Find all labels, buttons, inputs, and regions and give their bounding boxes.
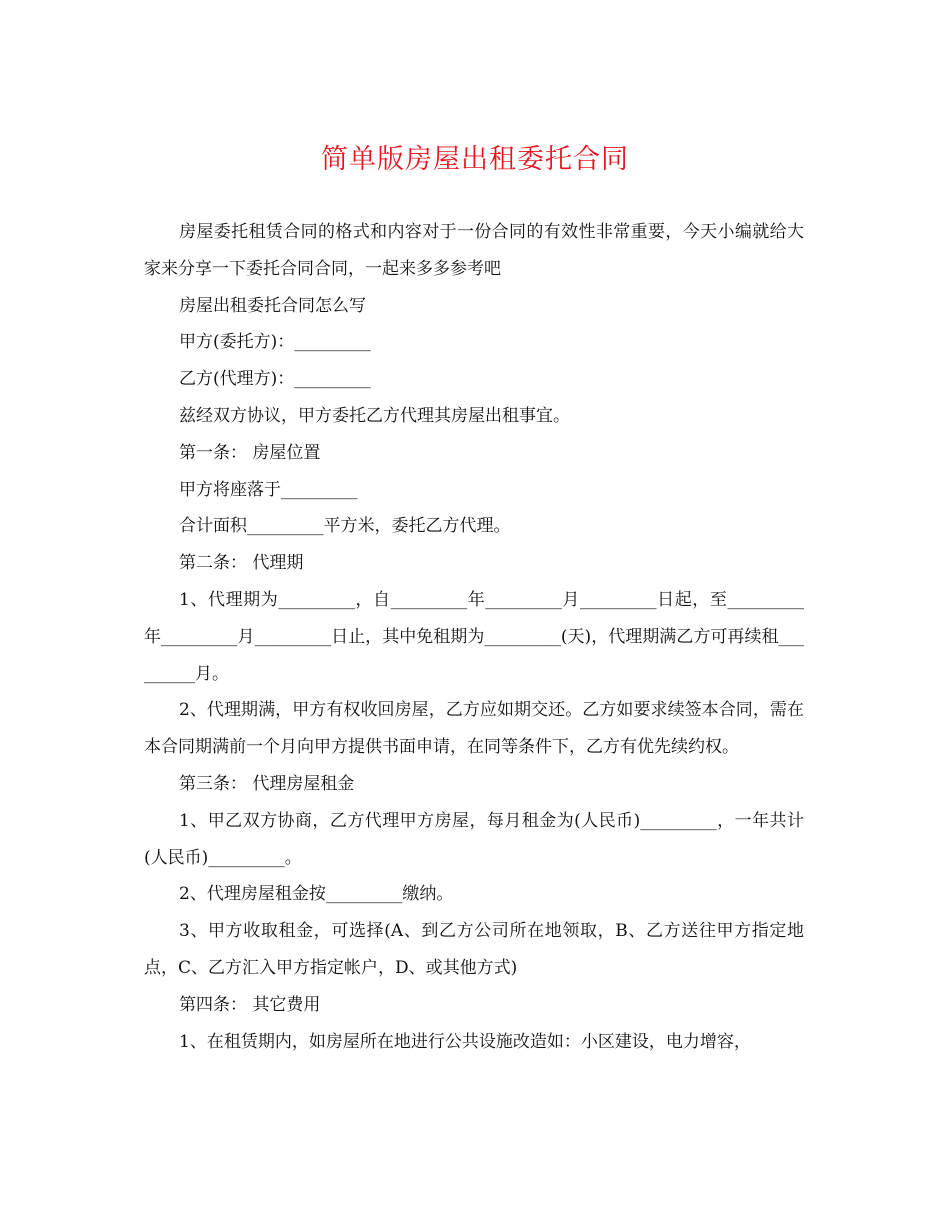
party-b-line: 乙方(代理方)：_________	[179, 369, 371, 390]
article-3-clause-3: 3、甲方收取租金，可选择(A、到乙方公司所在地领取，B、乙方送往甲方指定地点，C、乙方汇入甲方指定帐户，D、或其他方式)	[144, 921, 804, 978]
article-3-clause-1: 1、甲乙双方协商，乙方代理甲方房屋，每月租金为(人民币)_________，一年共计(人民币)_________。	[144, 810, 804, 868]
article-3-clause-2: 2、代理房屋租金按_________缴纳。	[179, 884, 454, 905]
article-2-heading: 第二条： 代理期	[179, 553, 304, 574]
article-1-location: 甲方将座落于_________	[179, 479, 358, 500]
article-3-heading: 第三条： 代理房屋租金	[179, 773, 355, 794]
article-4-heading: 第四条： 其它费用	[179, 994, 321, 1015]
article-1-heading: 第一条： 房屋位置	[179, 442, 321, 463]
intro-paragraph: 房屋委托租赁合同的格式和内容对于一份合同的有效性非常重要，今天小编就给大家来分享一下委托合同合同，一起来多多参考吧	[144, 222, 804, 279]
section-heading-how-to-write: 房屋出租委托合同怎么写	[179, 295, 366, 316]
party-a-line: 甲方(委托方)：_________	[179, 332, 371, 353]
agreement-statement: 兹经双方协议，甲方委托乙方代理其房屋出租事宜。	[179, 405, 570, 426]
article-2-clause-1: 1、代理期为_________，自_________年_________月_________日起，至_________年_________月_________日止，其中免租期为_________(天)，代理期满乙方可再续租_________月。	[144, 589, 804, 684]
document-title: 简单版房屋出租委托合同	[321, 144, 629, 175]
document-body	[144, 214, 804, 1060]
article-2-clause-2: 2、代理期满，甲方有权收回房屋，乙方应如期交还。乙方如要求续签本合同，需在本合同期满前一个月向甲方提供书面申请，在同等条件下，乙方有优先续约权。	[144, 700, 804, 758]
article-4-clause-1: 1、在租赁期内，如房屋所在地进行公共设施改造如：小区建设，电力增容，	[179, 1031, 751, 1052]
article-1-area: 合计面积_________平方米，委托乙方代理。	[179, 516, 511, 537]
